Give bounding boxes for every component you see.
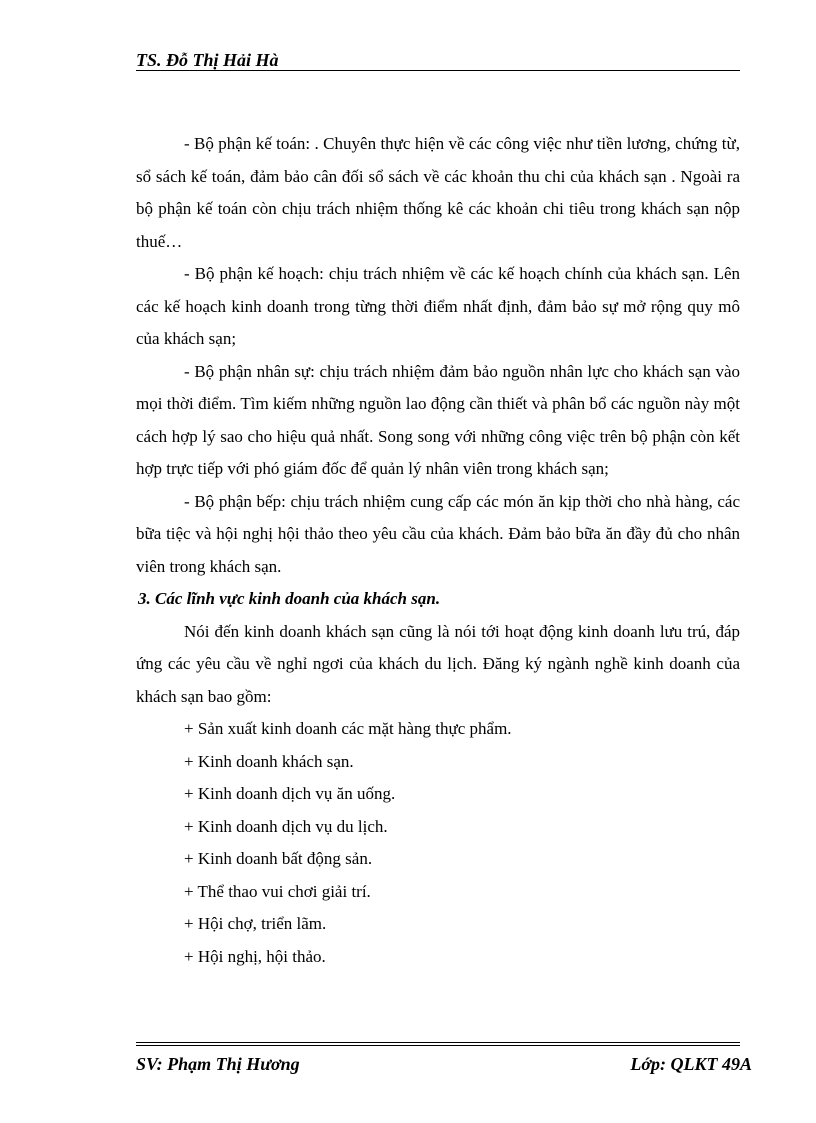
header-divider — [136, 70, 740, 71]
list-item: + Hội chợ, triển lãm. — [184, 914, 327, 933]
business-list — [136, 713, 740, 973]
list-item: + Kinh doanh dịch vụ du lịch. — [184, 816, 388, 836]
footer-class: Lớp: QLKT 49A — [630, 1054, 752, 1074]
list-item: + Kinh doanh khách sạn. — [184, 751, 354, 771]
footer-student: SV: Phạm Thị Hương — [136, 1054, 300, 1074]
page-header — [136, 48, 740, 72]
footer-divider-second — [136, 1045, 740, 1046]
paragraph-hr: - Bộ phận nhân sự: chịu trách nhiệm đảm bảo nguồn nhân lực cho khách sạn vào mọi thời điểm. Tìm kiếm những nguồn lao động cần thiết và phân bổ các nguồn này một cách hợp lý sao cho hiệu quả nhất. Song song với những công việc trên bộ phận còn kết hợp trực tiếp với phó giám đốc để quản lý nhân viên trong khách sạn; — [136, 361, 740, 478]
header-author: TS. Đỗ Thị Hải Hà — [136, 50, 279, 70]
paragraph-intro: Nói đến kinh doanh khách sạn cũng là nói tới hoạt động kinh doanh lưu trú, đáp ứng các yêu cầu về nghỉ ngơi của khách du lịch. Đăng ký ngành nghề kinh doanh của khách sạn bao gồm: — [136, 621, 740, 706]
page-body — [136, 128, 740, 973]
list-item: + Kinh doanh bất động sản. — [184, 849, 373, 868]
footer-divider — [136, 1042, 740, 1043]
paragraph-accounting: - Bộ phận kế toán: . Chuyên thực hiện về các công việc như tiền lương, chứng từ, sổ sách kế toán, đảm bảo cân đối sổ sách về các khoản thu chi của khách sạn . Ngoài ra bộ phận kế toán còn chịu trách nhiệm thống kê các khoản chi tiêu trong khách sạn nộp thuế… — [136, 134, 740, 251]
list-item: + Sản xuất kinh doanh các mặt hàng thực phẩm. — [184, 719, 512, 738]
list-item: + Kinh doanh dịch vụ ăn uống. — [184, 784, 396, 803]
paragraph-kitchen: - Bộ phận bếp: chịu trách nhiệm cung cấp các món ăn kịp thời cho nhà hàng, các bữa tiệc và hội nghị hội thảo theo yêu cầu của khách. Đảm bảo bữa ăn đầy đủ cho nhân viên trong khách sạn. — [136, 491, 740, 576]
list-item: + Hội nghị, hội thảo. — [184, 946, 326, 966]
paragraph-planning: - Bộ phận kế hoạch: chịu trách nhiệm về các kế hoạch chính của khách sạn. Lên các kế hoạch kinh doanh trong từng thời điểm nhất định, đảm bảo sự mở rộng quy mô của khách sạn; — [136, 264, 740, 348]
section-heading: 3. Các lĩnh vực kinh doanh của khách sạn. — [138, 589, 441, 608]
list-item: + Thể thao vui chơi giải trí. — [184, 881, 371, 901]
